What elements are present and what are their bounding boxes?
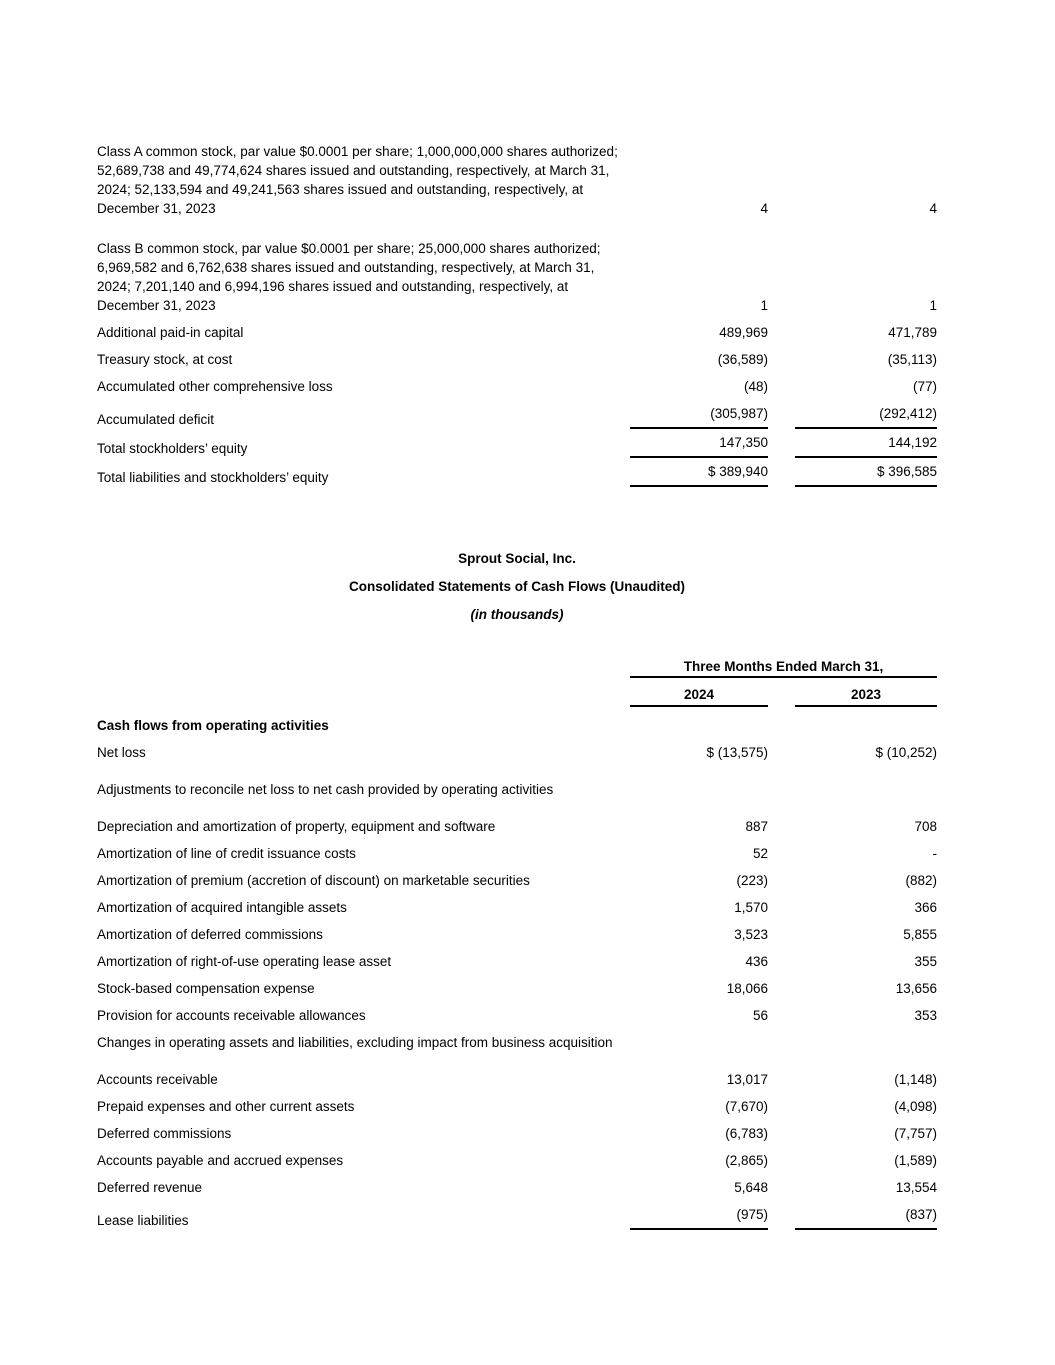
table-row — [97, 952, 937, 971]
value-2023: 366 — [914, 900, 937, 915]
value-2024: (975) — [630, 1205, 768, 1230]
value-2023: 353 — [914, 1008, 937, 1023]
table-row — [97, 1178, 937, 1197]
table-row — [97, 925, 937, 944]
value-2023: 355 — [914, 954, 937, 969]
row-label: Cash flows from operating activities — [97, 718, 329, 733]
row-label: Treasury stock, at cost — [97, 352, 233, 367]
table-row — [97, 239, 937, 315]
row-label: Amortization of acquired intangible assets — [97, 900, 347, 915]
table-row — [97, 323, 937, 342]
units-note: (in thousands) — [470, 607, 564, 622]
table-row — [97, 1033, 937, 1052]
value-col2: $ 396,585 — [795, 462, 937, 487]
value-col1: (305,987) — [630, 404, 768, 429]
table-row — [97, 433, 937, 458]
value-col2: (292,412) — [795, 404, 937, 429]
row-label: Net loss — [97, 745, 146, 760]
table-row — [97, 716, 937, 735]
table-row — [97, 871, 937, 890]
row-label: Amortization of right-of-use operating lease asset — [97, 954, 392, 969]
row-label: Amortization of line of credit issuance costs — [97, 846, 356, 861]
row-label: Deferred commissions — [97, 1126, 232, 1141]
company-title: Sprout Social, Inc. — [458, 551, 576, 566]
value-2023: 708 — [914, 819, 937, 834]
year-column-2024: 2024 — [630, 685, 768, 707]
value-2024: 3,523 — [734, 927, 768, 942]
value-col1: (36,589) — [717, 352, 768, 367]
statement-title: Consolidated Statements of Cash Flows (Unaudited) — [348, 579, 686, 594]
value-2023: 5,855 — [903, 927, 937, 942]
value-2024: 56 — [752, 1008, 768, 1023]
value-2024: 13,017 — [726, 1072, 768, 1087]
statement-titles — [97, 549, 937, 624]
value-2023: (837) — [795, 1205, 937, 1230]
row-label: Accumulated other comprehensive loss — [97, 379, 333, 394]
header-spacer — [97, 657, 630, 707]
value-2024: (223) — [736, 873, 768, 888]
value-2023: 13,656 — [895, 981, 937, 996]
value-col2: 1 — [929, 298, 937, 313]
row-label: Amortization of premium (accretion of discount) on marketable securities — [97, 873, 530, 888]
value-2023: (1,589) — [894, 1153, 937, 1168]
value-2024: (7,670) — [725, 1099, 768, 1114]
value-col2: 144,192 — [795, 433, 937, 458]
row-label: Amortization of deferred commissions — [97, 927, 323, 942]
value-2024: (2,865) — [725, 1153, 768, 1168]
value-2023: $ (10,252) — [875, 745, 937, 760]
value-2023: (882) — [905, 873, 937, 888]
row-label: Accounts receivable — [97, 1072, 218, 1087]
row-label: Accumulated deficit — [97, 412, 215, 427]
value-2024: 1,570 — [734, 900, 768, 915]
year-headers — [630, 685, 937, 707]
year-column-2023: 2023 — [795, 685, 937, 707]
row-label: Changes in operating assets and liabilities, excluding impact from business acquisition — [97, 1035, 613, 1050]
row-label: Lease liabilities — [97, 1213, 189, 1228]
column-gap — [768, 685, 795, 707]
value-2023: - — [932, 846, 937, 861]
value-2024: 887 — [745, 819, 768, 834]
value-col2: (35,113) — [887, 352, 937, 367]
table-row — [97, 844, 937, 863]
table-row — [97, 743, 937, 762]
value-2024: 18,066 — [726, 981, 768, 996]
value-col2: 4 — [929, 201, 937, 216]
row-label: Class B common stock, par value $0.0001 per share; 25,000,000 shares authorized; 6,969,582 and 6,762,638 shares issued and outstanding, respectively, at March 31, 2024; 7,201,140 and 6,994,196 shares issued and outstanding, respectively, at December 31, 2023 — [97, 241, 601, 313]
value-col1: 489,969 — [719, 325, 768, 340]
table-row — [97, 377, 937, 396]
table-row — [97, 1070, 937, 1089]
value-col1: 4 — [760, 201, 768, 216]
value-col2: (77) — [912, 379, 937, 394]
value-2023: 13,554 — [895, 1180, 937, 1195]
row-label: Deferred revenue — [97, 1180, 203, 1195]
value-2024: 52 — [752, 846, 768, 861]
value-col2: 471,789 — [888, 325, 937, 340]
table-row — [97, 142, 937, 218]
table-row — [97, 780, 937, 799]
value-2024: 5,648 — [734, 1180, 768, 1195]
row-label: Total stockholders’ equity — [97, 441, 248, 456]
period-header: Three Months Ended March 31, — [630, 657, 937, 678]
value-2024: $ (13,575) — [706, 745, 768, 760]
row-label: Depreciation and amortization of property, equipment and software — [97, 819, 496, 834]
value-2024: 436 — [745, 954, 768, 969]
table-row — [97, 404, 937, 429]
row-label: Class A common stock, par value $0.0001 per share; 1,000,000,000 shares authorized; 52,689,738 and 49,774,624 shares issued and outstanding, respectively, at March 31, 2024; 52,133,594 and 49,241,563 shares issued and outstanding, respectively, at December 31, 2023 — [97, 144, 618, 216]
value-2023: (4,098) — [894, 1099, 937, 1114]
value-col1: $ 389,940 — [630, 462, 768, 487]
table-row — [97, 979, 937, 998]
value-2023: (1,148) — [894, 1072, 937, 1087]
table-row — [97, 462, 937, 487]
table-row — [97, 898, 937, 917]
row-label: Stock-based compensation expense — [97, 981, 315, 996]
table-row — [97, 1006, 937, 1025]
cashflow-column-header — [97, 657, 937, 707]
cashflow-table — [97, 716, 937, 1230]
row-label: Accounts payable and accrued expenses — [97, 1153, 344, 1168]
row-label: Additional paid-in capital — [97, 325, 244, 340]
table-row — [97, 350, 937, 369]
row-label: Provision for accounts receivable allowances — [97, 1008, 366, 1023]
table-row — [97, 1097, 937, 1116]
value-col1: (48) — [743, 379, 768, 394]
value-col1: 1 — [760, 298, 768, 313]
period-columns — [630, 657, 937, 707]
value-col1: 147,350 — [630, 433, 768, 458]
row-label: Prepaid expenses and other current assets — [97, 1099, 355, 1114]
table-row — [97, 817, 937, 836]
value-2024: (6,783) — [725, 1126, 768, 1141]
row-label: Adjustments to reconcile net loss to net cash provided by operating activities — [97, 782, 554, 797]
table-row — [97, 1124, 937, 1143]
balance-sheet-table — [97, 142, 937, 487]
row-label: Total liabilities and stockholders’ equity — [97, 470, 329, 485]
table-row — [97, 1205, 937, 1230]
table-row — [97, 1151, 937, 1170]
value-2023: (7,757) — [894, 1126, 937, 1141]
